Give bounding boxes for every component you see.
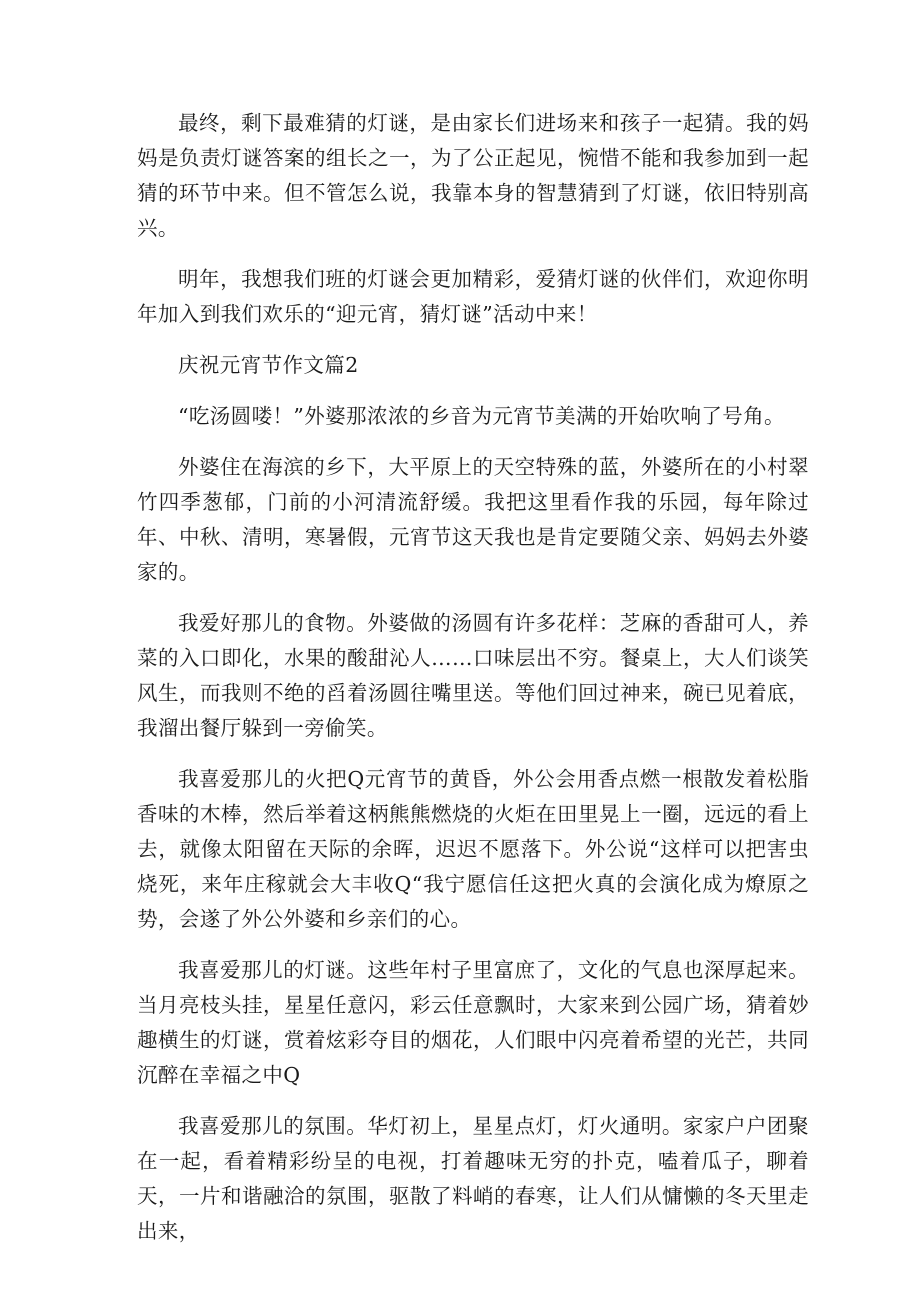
paragraph-torch: 我喜爱那儿的火把Q元宵节的黄昏，外公会用香点燃一根散发着松脂香味的木棒，然后举着这柄熊熊燃烧的火炬在田里晃上一圈，远远的看上去，就像太阳留在天际的余晖，迟迟不愿落下。外公说“这样可以把害虫烧死，来年庄稼就会大丰收Q“我宁愿信任这把火真的会演化成为燎原之势，会遂了外公外婆和乡亲们的心。 [137,767,809,931]
section-heading: 庆祝元宵节作文篇2 [178,353,359,377]
document-body [137,106,809,1265]
paragraph-food: 我爱好那儿的食物。外婆做的汤圆有许多花样：芝麻的香甜可人，养菜的入口即化，水果的酸甜沁人……口味层出不穷。餐桌上，大人们谈笑风生，而我则不绝的舀着汤圆往嘴里送。等他们回过神来，碗已见着底，我溜出餐厅躲到一旁偷笑。 [137,611,809,740]
paragraph-next-year: 明年，我想我们班的灯谜会更加精彩，爱猜灯谜的伙伴们，欢迎你明年加入到我们欢乐的“迎元宵，猜灯谜”活动中来！ [137,267,809,326]
paragraph-atmosphere: 我喜爱那儿的氛围。华灯初上，星星点灯，灯火通明。家家户户团聚在一起，看着精彩纷呈的电视，打着趣味无穷的扑克，嗑着瓜子，聊着天，一片和谐融洽的氛围，驱散了料峭的春寒，让人们从慵懒的冬天里走出来， [137,1114,809,1243]
paragraph-lantern-riddles: 我喜爱那儿的灯谜。这些年村子里富庶了，文化的气息也深厚起来。当月亮枝头挂，星星任意闪，彩云任意飘时，大家来到公园广场，猜着妙趣横生的灯谜，赏着炫彩夺目的烟花，人们眼中闪亮着希望的光芒，共同沉醉在幸福之中Q [137,958,809,1087]
paragraph-eat-tangyuan: “吃汤圆喽！”外婆那浓浓的乡音为元宵节美满的开始吹响了号角。 [178,404,785,428]
paragraph-lantern-riddle-parents: 最终，剩下最难猜的灯谜，是由家长们进场来和孩子一起猜。我的妈妈是负责灯谜答案的组长之一，为了公正起见，惋惜不能和我参加到一起猜的环节中来。但不管怎么说，我靠本身的智慧猜到了灯谜，依旧特别高兴。 [137,111,809,240]
paragraph-grandma-village: 外婆住在海滨的乡下，大平原上的天空特殊的蓝，外婆所在的小村翠竹四季葱郁，门前的小河清流舒缓。我把这里看作我的乐园，每年除过年、中秋、清明，寒暑假，元宵节这天我也是肯定要随父亲、妈妈去外婆家的。 [137,455,809,584]
